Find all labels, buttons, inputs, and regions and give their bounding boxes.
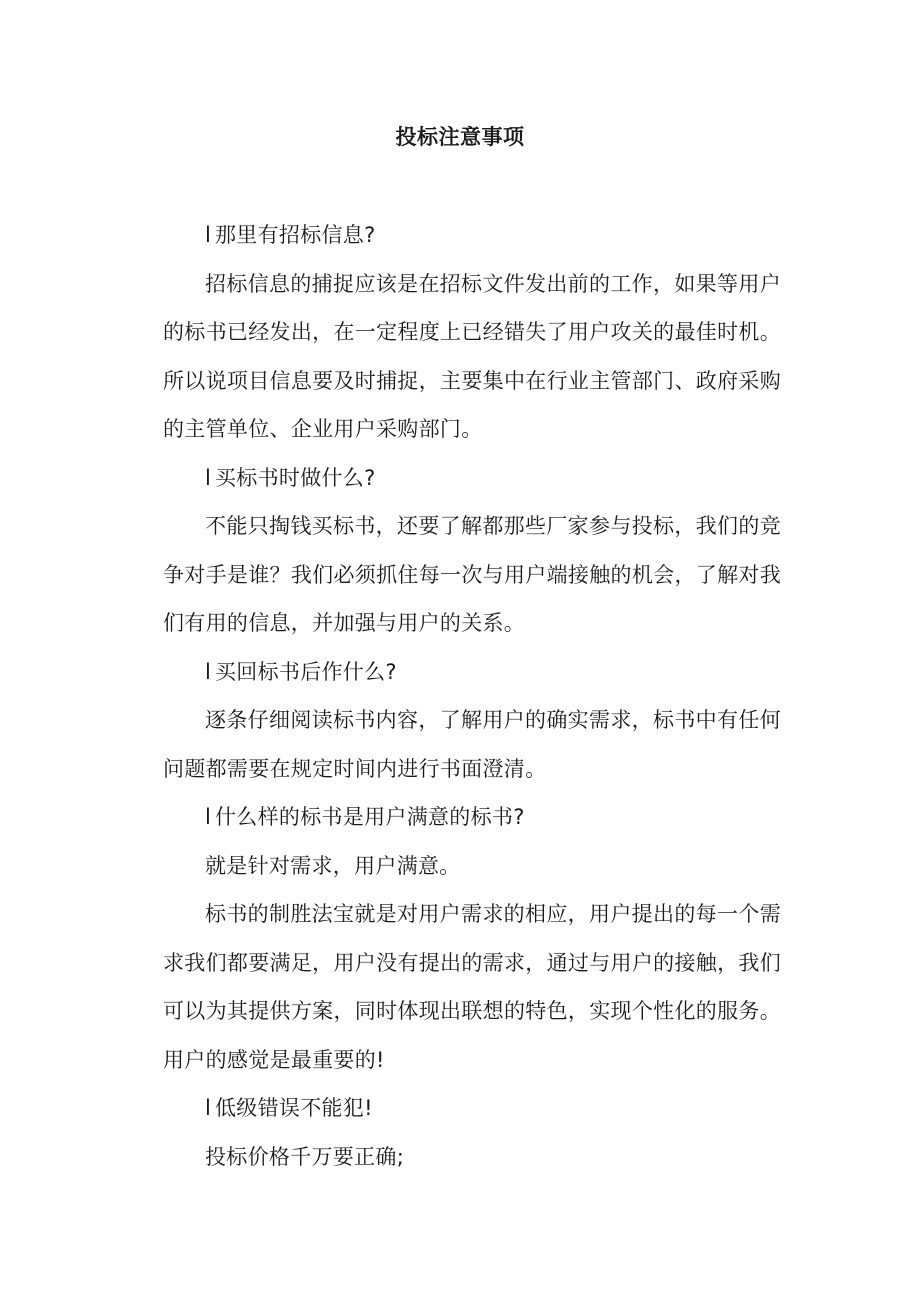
bullet-marker: l (205, 223, 212, 247)
section-heading (163, 793, 781, 842)
document-title: 投标注意事项 (395, 125, 525, 149)
bullet-marker: l (205, 1096, 212, 1120)
section-heading (163, 454, 781, 503)
section-heading-text: 什么样的标书是用户满意的标书? (215, 805, 525, 829)
paragraph: 逐条仔细阅读标书内容，了解用户的确实需求，标书中有任何问题都需要在规定时间内进行书面澄清。 (163, 708, 781, 781)
section-heading (163, 1084, 781, 1133)
paragraph: 就是针对需求，用户满意。 (205, 853, 461, 878)
bullet-marker: l (205, 465, 212, 490)
section-heading (163, 211, 781, 260)
paragraph: 不能只掏钱买标书，还要了解都那些厂家参与投标，我们的竞争对手是谁？我们必须抓住每一次与用户端接触的机会，了解对我们有用的信息，并加强与用户的关系。 (163, 514, 781, 635)
paragraph: 标书的制胜法宝就是对用户需求的相应，用户提出的每一个需求我们都要满足，用户没有提出的需求，通过与用户的接触，我们可以为其提供方案，同时体现出联想的特色，实现个性化的服务。用户的感觉是最重要的! (163, 902, 781, 1072)
section-heading-text: 买回标书后作什么? (215, 659, 397, 684)
paragraph: 招标信息的捕捉应该是在招标文件发出前的工作，如果等用户的标书已经发出，在一定程度上已经错失了用户攻关的最佳时机。所以说项目信息要及时捕捉，主要集中在行业主管部门、政府采购的主管单位、企业用户采购部门。 (163, 271, 781, 441)
bullet-marker: l (205, 659, 212, 684)
section-heading (163, 648, 781, 697)
section-heading-text: 低级错误不能犯! (215, 1096, 373, 1120)
section-heading-text: 那里有招标信息? (215, 223, 376, 247)
document-body (163, 211, 781, 1181)
bullet-marker: l (205, 805, 212, 829)
section-heading-text: 买标书时做什么? (215, 465, 376, 490)
paragraph: 投标价格千万要正确; (205, 1144, 405, 1169)
